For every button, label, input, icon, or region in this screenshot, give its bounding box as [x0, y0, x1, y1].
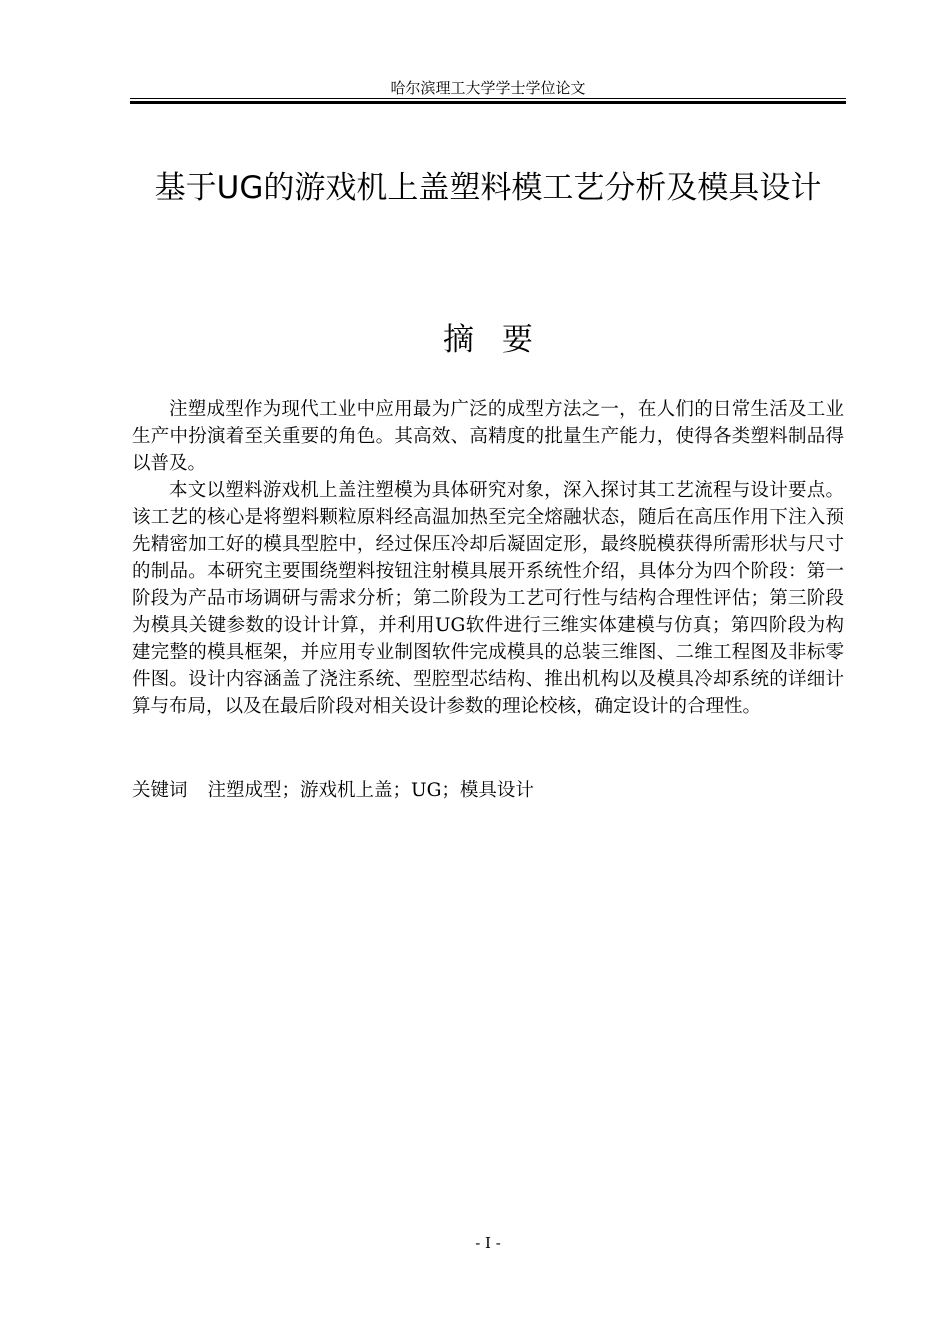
header-rule-thin	[130, 98, 846, 99]
keywords-text: 注塑成型；游戏机上盖；UG；模具设计	[207, 780, 534, 801]
page-number: - I -	[475, 1234, 501, 1252]
abstract-paragraph-1: 注塑成型作为现代工业中应用最为广泛的成型方法之一，在人们的日常生活及工业生产中扮演着至关重要的角色。其高效、高精度的批量生产能力，使得各类塑料制品得以普及。	[132, 399, 844, 474]
running-header: 哈尔滨理工大学学士学位论文	[390, 79, 586, 97]
keywords-label: 关键词	[132, 780, 188, 801]
abstract-paragraph-2: 本文以塑料游戏机上盖注塑模为具体研究对象，深入探讨其工艺流程与设计要点。该工艺的核心是将塑料颗粒原料经高温加热至完全熔融状态，随后在高压作用下注入预先精密加工好的模具型腔中，经过保压冷却后凝固定形，最终脱模获得所需形状与尺寸的制品。本研究主要围绕塑料按钮注射模具展开系统性介绍，具体分为四个阶段：第一阶段为产品市场调研与需求分析；第二阶段为工艺可行性与结构合理性评估；第三阶段为模具关键参数的设计计算，并利用UG软件进行三维实体建模与仿真；第四阶段为构建完整的模具框架，并应用专业制图软件完成模具的总装三维图、二维工程图及非标零件图。设计内容涵盖了浇注系统、型腔型芯结构、推出机构以及模具冷却系统的详细计算与布局，以及在最后阶段对相关设计参数的理论校核，确定设计的合理性。	[132, 480, 844, 717]
abstract-body	[132, 396, 844, 720]
keywords-line	[132, 777, 844, 804]
document-title: 基于UG的游戏机上盖塑料模工艺分析及模具设计	[154, 170, 822, 206]
header-rule-thick	[130, 101, 846, 104]
abstract-heading: 摘要	[443, 322, 561, 358]
